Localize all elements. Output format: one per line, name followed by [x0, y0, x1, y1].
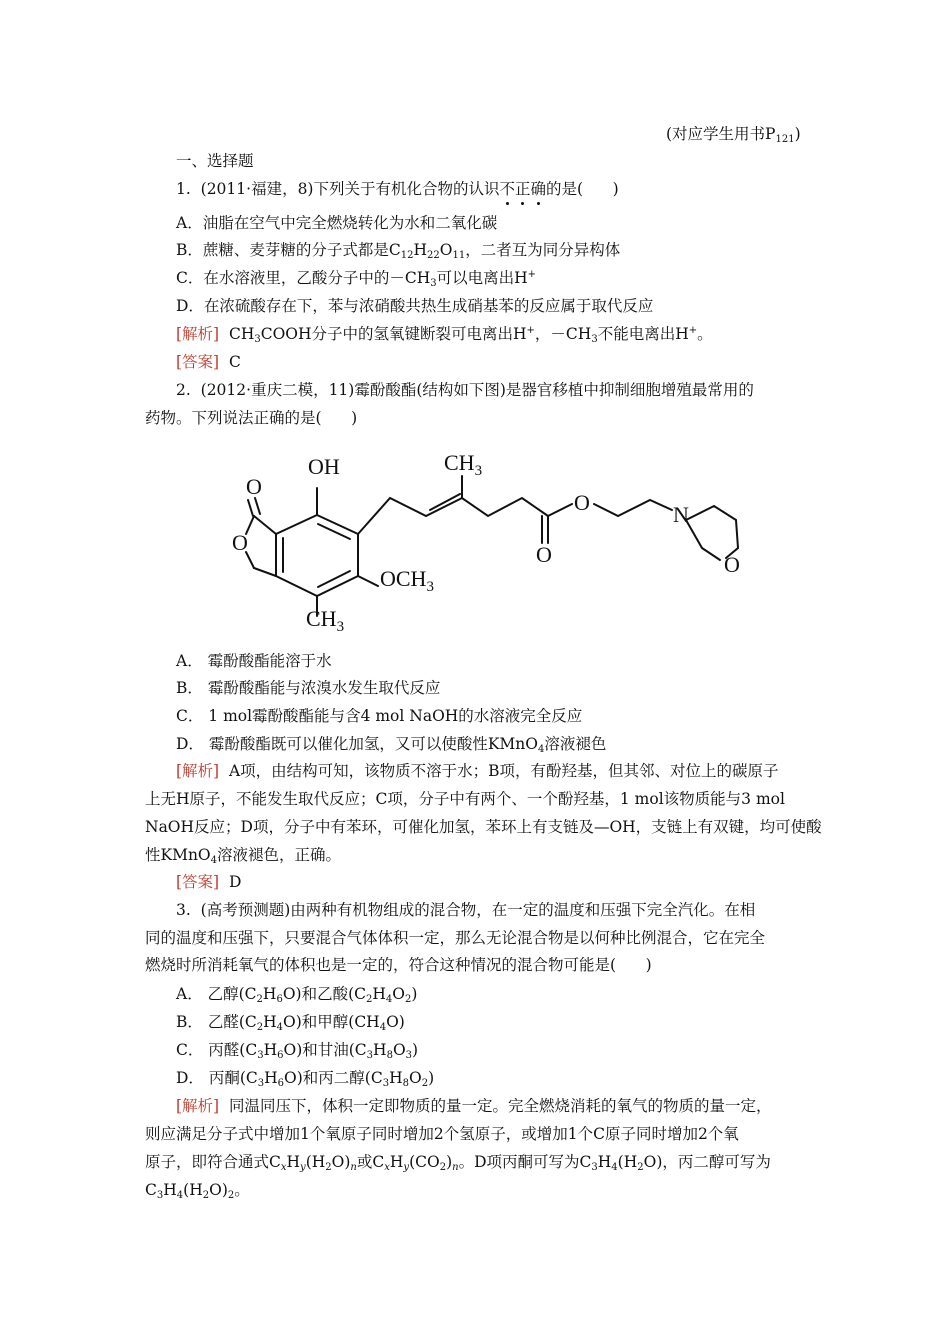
ch3-bottom-label: $CH_3$: [306, 606, 345, 635]
q1-b-s2: 22: [427, 250, 440, 261]
carbonyl-o-label: O: [246, 474, 262, 499]
q3-c-4: O)和甘油(C: [283, 1041, 367, 1059]
analysis-tag: [解析]: [176, 1097, 220, 1115]
q3-j3-1: x: [280, 1162, 287, 1173]
q3-j1: 同温同压下，体积一定即物质的量一定。完全燃烧消耗的氧气的物质的量一定，: [219, 1097, 772, 1115]
q3-c-7: 8: [386, 1050, 393, 1061]
q3-d-4: O)和丙二醇(C: [284, 1069, 383, 1087]
q3-j4-3: 4: [176, 1190, 184, 1201]
q1-j-sup1: +: [526, 325, 535, 336]
q3-j4-4: (H: [183, 1181, 203, 1199]
ref-close: ): [794, 125, 801, 143]
q3-j3-16: 。D项丙酮可写为C: [458, 1153, 592, 1171]
q3-a-6: H: [372, 985, 386, 1003]
q1-b-t4: ，二者互为同分异构体: [465, 241, 621, 259]
q3-j3-9: x: [384, 1162, 390, 1173]
q3-j3-10: H: [389, 1153, 404, 1171]
analysis-tag: [解析]: [176, 762, 220, 780]
q3-j3-14: ): [446, 1153, 453, 1171]
q3-d-6: H: [389, 1069, 403, 1087]
q3-option-b: [176, 1012, 405, 1032]
q3-j3-2: H: [286, 1153, 301, 1171]
q1-j-sup2: +: [688, 325, 698, 336]
ring-o-label: O: [232, 530, 248, 555]
q3-j3-21: 2: [637, 1162, 644, 1173]
q3-j3-11: y: [403, 1162, 410, 1173]
q1-stem: [176, 179, 619, 199]
q3-d-9: 2: [421, 1078, 429, 1089]
q3-b-5: 4: [379, 1022, 387, 1033]
q2-option-a: A． 霉酚酸酯能溶于水: [176, 652, 332, 670]
q2-j4-t2: 溶液褪色，正确。: [217, 846, 342, 864]
q3-b-1: 2: [256, 1022, 264, 1033]
answer-tag: [答案]: [176, 873, 220, 891]
q3-b-4: O)和甲醇(CH: [283, 1013, 380, 1031]
q2-analysis-line2: 上无H原子，不能发生取代反应；C项，分子中有两个、一个酚羟基，1 mol该物质能与3 mol: [145, 790, 785, 808]
q3-d-3: 6: [277, 1078, 285, 1089]
q3-j4-8: 。: [234, 1181, 250, 1199]
q2-j1: A项，由结构可知，该物质不溶于水；B项，有酚羟基，但其邻、对位上的碳原子: [219, 762, 779, 780]
q1-emph-1: 不: [499, 180, 515, 198]
ref-page-sub: 121: [775, 134, 795, 145]
q1-option-d: D．在浓硫酸存在下，苯与浓硝酸共热生成硝基苯的反应属于取代反应: [176, 297, 654, 315]
q3-j3-5: 2: [325, 1162, 332, 1173]
q2-analysis-line1: [176, 761, 779, 781]
q3-j4-7: 2: [227, 1190, 235, 1201]
q3-analysis-line1: [176, 1096, 771, 1116]
q2-stem-line1: 2. (2012·重庆二模，11)霉酚酸酯(结构如下图)是器官移植中抑制细胞增殖最常用的: [176, 381, 754, 399]
q3-analysis-line4: [145, 1180, 250, 1200]
q3-j3-19: 4: [611, 1162, 618, 1173]
q3-d-1: 3: [257, 1078, 265, 1089]
och3-label: $OCH_3$: [380, 566, 434, 595]
q3-c-9: 3: [405, 1050, 413, 1061]
q3-j3-0: 原子，即符合通式C: [145, 1153, 281, 1171]
q3-option-a: [176, 984, 417, 1004]
q3-c-6: H: [373, 1041, 387, 1059]
q3-c-5: 3: [366, 1050, 374, 1061]
q2-option-d: [176, 734, 606, 754]
q2-option-b: B． 霉酚酸酯能与浓溴水发生取代反应: [176, 679, 441, 697]
q1-b-t2: H: [413, 241, 428, 259]
q2-j4-s: 4: [210, 855, 218, 866]
oh-label: OH: [308, 454, 340, 479]
q3-c-2: H: [263, 1041, 278, 1059]
q1-c-t2: 可以电离出H: [436, 269, 528, 287]
q3-j3-13: 2: [439, 1162, 447, 1173]
q3-j3-15: n: [452, 1162, 459, 1173]
q3-a-10: ): [411, 985, 418, 1003]
q3-a-1: 2: [256, 994, 263, 1005]
q1-stem-end: 的是( ): [546, 180, 619, 198]
q2-analysis-line4: [145, 845, 341, 865]
q3-a-5: 2: [365, 994, 373, 1005]
q1-answer-value: C: [219, 353, 241, 371]
q1-option-a: A．油脂在空气中完全燃烧转化为水和二氧化碳: [176, 214, 498, 232]
ester-o-label: O: [574, 490, 590, 515]
q3-j3-20: (H: [617, 1153, 638, 1171]
q1-b-s1: 12: [400, 250, 414, 261]
q1-c-s1: 3: [430, 278, 437, 289]
q1-b-t1: B．蔗糖、麦芽糖的分子式都是C: [176, 241, 401, 259]
q3-j3-8: 或C: [356, 1153, 385, 1171]
q3-j4-1: 3: [156, 1190, 164, 1201]
q3-stem-line2: 同的温度和压强下，只要混合气体体积一定，那么无论混合物是以何种比例混合，它在完全: [145, 929, 766, 947]
q3-j3-18: H: [597, 1153, 612, 1171]
q3-d-10: ): [428, 1069, 435, 1087]
q3-b-2: H: [263, 1013, 277, 1031]
nitrogen-label: N: [673, 502, 689, 527]
q2-option-c: C． 1 mol霉酚酸酯能与含4 mol NaOH的水溶液完全反应: [176, 707, 583, 725]
q2-j4-t1: 性KMnO: [145, 846, 211, 864]
q2-d-t1: D． 霉酚酸酯既可以催化加氢，又可以使酸性KMnO: [176, 735, 538, 753]
q3-a-3: 6: [276, 994, 283, 1005]
q3-a-7: 4: [385, 994, 393, 1005]
q1-option-c: [176, 268, 536, 288]
q1-b-s3: 11: [452, 250, 466, 261]
q1-b-t3: O: [439, 241, 453, 259]
q3-a-9: 2: [404, 994, 412, 1005]
q2-answer: [176, 872, 241, 892]
q3-d-8: O: [409, 1069, 422, 1087]
q3-a-0: A． 乙醇(C: [176, 985, 257, 1003]
q3-option-d: [176, 1068, 434, 1088]
q3-c-8: O: [392, 1041, 406, 1059]
q2-d-s: 4: [538, 744, 545, 755]
q3-stem-line3: 燃烧时所消耗氧气的体积也是一定的，符合这种情况的混合物可能是( ): [145, 956, 652, 974]
section-title: 一、选择题: [176, 152, 254, 170]
q3-d-5: 3: [382, 1078, 390, 1089]
q3-j3-4: (H: [305, 1153, 326, 1171]
answer-tag: [答案]: [176, 353, 220, 371]
q3-j4-2: H: [163, 1181, 177, 1199]
q1-j-t2: COOH分子中的氢氧键断裂可电离出H: [260, 325, 527, 343]
q2-d-t2: 溶液褪色: [544, 735, 607, 753]
q1-j-s2: 3: [591, 334, 598, 345]
q3-j4-0: C: [145, 1181, 157, 1199]
q2-analysis-line3: NaOH反应；D项，分子中有苯环，可催化加氢，苯环上有支链及—OH，支链上有双键，均可使酸: [145, 818, 822, 836]
q1-analysis: [176, 324, 713, 344]
morpholine-o-label: O: [724, 552, 740, 577]
q1-c-t1: C．在水溶液里，乙酸分子中的－CH: [176, 269, 431, 287]
q1-j-t5: 。: [697, 325, 713, 343]
q3-analysis-line3: [145, 1152, 771, 1172]
q3-a-4: O)和乙酸(C: [282, 985, 366, 1003]
q3-stem-line1: 3. (高考预测题)由两种有机物组成的混合物，在一定的温度和压强下完全汽化。在相: [176, 901, 756, 919]
q3-j4-6: O): [209, 1181, 228, 1199]
q3-j3-7: n: [350, 1162, 357, 1173]
q3-j4-5: 2: [202, 1190, 210, 1201]
q1-j-t4: 不能电离出H: [597, 325, 689, 343]
page-reference: [666, 124, 801, 144]
q3-d-0: D． 丙酮(C: [176, 1069, 258, 1087]
ester-carbonyl-o-label: O: [536, 542, 552, 567]
q3-b-0: B． 乙醛(C: [176, 1013, 257, 1031]
q1-option-b: [176, 240, 620, 260]
q3-j3-6: O): [331, 1153, 351, 1171]
q1-stem-text: 1. (2011·福建，8)下列关于有机化合物的认识: [176, 180, 500, 198]
q1-c-sup: +: [527, 269, 537, 280]
q3-a-2: H: [262, 985, 277, 1003]
q3-c-0: C． 丙醛(C: [176, 1041, 258, 1059]
q3-analysis-line2: 则应满足分子式中增加1个氧原子同时增加2个氢原子，或增加1个C原子同时增加2个氧: [145, 1125, 739, 1143]
mycophenolate-structure: [220, 448, 780, 638]
q1-emph-3: 确: [530, 180, 547, 198]
q3-option-c: [176, 1040, 418, 1060]
analysis-tag: [解析]: [176, 325, 220, 343]
q3-d-7: 8: [402, 1078, 409, 1089]
q3-j3-17: 3: [591, 1162, 598, 1173]
ch3-top-label: $CH_3$: [444, 450, 483, 479]
q3-b-3: 4: [276, 1022, 284, 1033]
q1-j-t1: CH: [219, 325, 255, 343]
q1-emph-2: 正: [515, 180, 531, 198]
q3-j3-12: (CO: [409, 1153, 440, 1171]
q3-c-10: ): [412, 1041, 419, 1059]
q1-j-t3: ，－CH: [534, 325, 592, 343]
ref-text: (对应学生用书P: [666, 125, 776, 143]
q3-j3-3: y: [300, 1162, 306, 1173]
q1-j-s1: 3: [254, 334, 261, 345]
q3-j3-22: O)，丙二醇可写为: [643, 1153, 771, 1171]
q3-d-2: H: [264, 1069, 278, 1087]
q1-answer: [176, 352, 241, 372]
q2-answer-value: D: [219, 873, 242, 891]
q3-c-1: 3: [257, 1050, 264, 1061]
q2-stem-line2: 药物。下列说法正确的是( ): [145, 409, 358, 427]
q3-a-8: O: [392, 985, 405, 1003]
q3-c-3: 6: [277, 1050, 284, 1061]
q3-b-6: O): [386, 1013, 405, 1031]
